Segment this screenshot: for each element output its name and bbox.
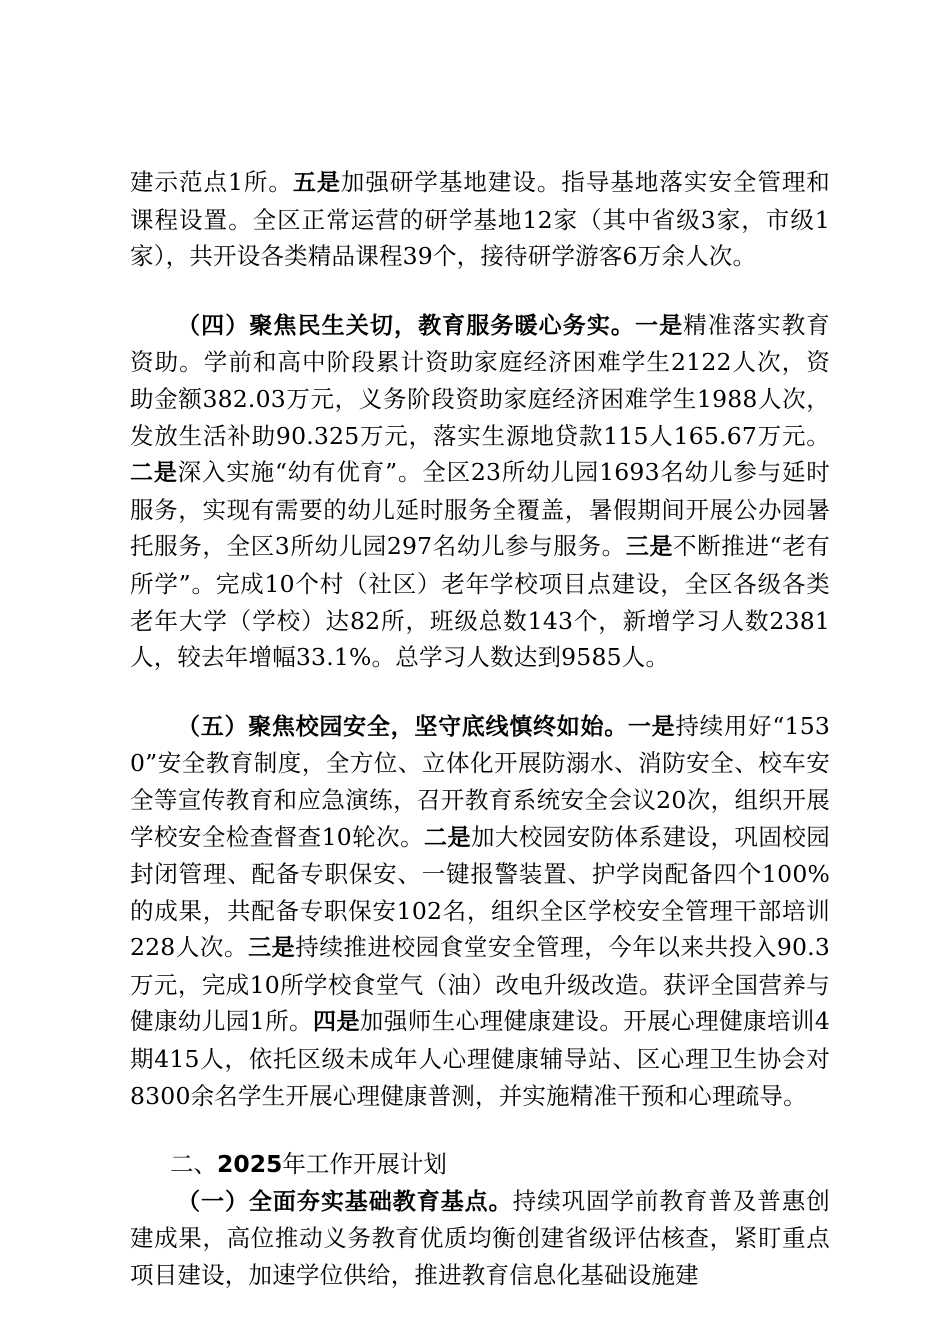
text: 加强研学基地建设。指导基地落实安全管理和课程设置。全区正常运营的研学基地12家（其中省级3家，市级1家），共开设各类精品课程39个，接待研学游客6万余人次。 [130, 168, 831, 271]
section-heading: （四）聚焦民生关切，教育服务暖心务实。一是 [177, 312, 684, 339]
heading-prefix: 二、 [170, 1150, 217, 1179]
heading-year: 2025 [217, 1150, 283, 1179]
bold-lead: 五是 [292, 170, 341, 196]
section-heading: （五）聚焦校园安全，坚守底线慎终如始。一是 [177, 713, 676, 740]
bold-lead: 二是 [424, 824, 471, 851]
text: 持续巩固学前教育普及普惠创建成果，高位推动义务教育优质均衡创建省级评估核查，紧盯重点项目建设，加速学位供给，推进教育信息化基础设施建 [130, 1186, 830, 1290]
text: 不断推进“老有所学”。完成10个村（社区）老年学校项目点建设，全区各级各类老年大学（学校）达82所，班级总数143个，新增学习人数2381人，较去年增幅33.1%。总学习人数达到9585人。 [130, 532, 830, 672]
section-heading: （一）全面夯实基础教育基点。 [177, 1188, 513, 1215]
bold-lead: 三是 [248, 935, 296, 962]
paragraph-section-4 [130, 307, 830, 676]
heading-suffix: 年工作开展计划 [282, 1150, 447, 1179]
paragraph-section-5 [130, 708, 830, 1115]
bold-lead: 四是 [313, 1009, 360, 1036]
text: 加大校园安防体系建设，巩固校园封闭管理、配备专职保安、一键报警装置、护学岗配备四个100%的成果，共配备专职保安102名，组织全区学校安全管理干部培训228人次。 [130, 822, 830, 962]
text: 深入实施“幼有优育”。全区23所幼儿园1693名幼儿参与延时服务，实现有需要的幼儿延时服务全覆盖，暑假期间开展公办园暑托服务，全区3所幼儿园297名幼儿参与服务。 [130, 458, 830, 561]
text: 加强师生心理健康建设。开展心理健康培训4期415人，依托区级未成年人心理健康辅导站、区心理卫生协会对8300余名学生开展心理健康普测，并实施精准干预和心理疏导。 [130, 1007, 830, 1110]
text: 精准落实教育资助。学前和高中阶段累计资助家庭经济困难学生2122人次，资助金额382.03万元，义务阶段资助家庭经济困难学生1988人次，发放生活补助90.325万元，落实生源地贷款115人165.67万元。 [130, 310, 831, 450]
text: 建示范点1所。 [130, 168, 293, 196]
paragraph-plan-1 [130, 1183, 830, 1294]
bold-lead: 三是 [625, 534, 674, 561]
text: 持续推进校园食堂安全管理，今年以来共投入90.3万元，完成10所学校食堂气（油）改电升级改造。获评全国营养与健康幼儿园1所。 [130, 933, 830, 1036]
section-title-2025-plan [130, 1146, 830, 1183]
bold-lead: 二是 [130, 460, 178, 487]
text: 持续用好“1530”安全教育制度，全方位、立体化开展防溺水、消防安全、校车安全等宣传教育和应急演练，召开教育系统安全会议20次，组织开展学校安全检查督查10轮次。 [130, 711, 831, 851]
document-page [130, 164, 830, 1294]
paragraph-research-base [130, 164, 830, 275]
